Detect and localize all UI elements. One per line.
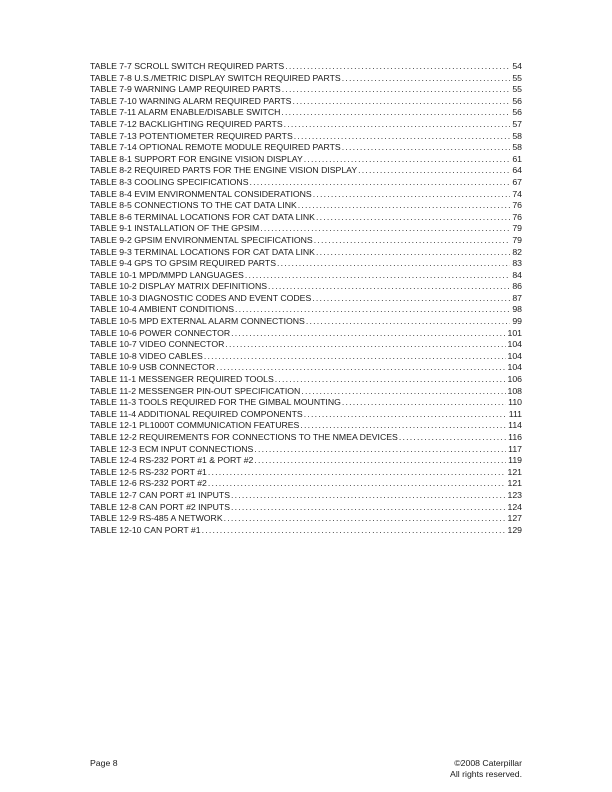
toc-entry-label: TABLE 11-4 ADDITIONAL REQUIRED COMPONENTS <box>90 408 303 419</box>
toc-entry[interactable] <box>90 131 522 143</box>
toc-entry-label: TABLE 12-9 RS-485 A NETWORK <box>90 513 223 524</box>
toc-entry-page: 54 <box>512 61 522 71</box>
toc-entry[interactable] <box>90 119 522 131</box>
toc-entry-label: TABLE 10-9 USB CONNECTOR <box>90 362 216 373</box>
toc-entry[interactable] <box>90 61 522 73</box>
toc-entry-page: 111 <box>508 408 522 419</box>
toc-entry[interactable] <box>90 328 522 340</box>
toc-entry-label: TABLE 12-4 RS-232 PORT #1 & PORT #2 <box>90 455 254 466</box>
dot-leader <box>224 513 506 525</box>
toc-entry-label: TABLE 7-12 BACKLIGHTING REQUIRED PARTS <box>90 118 283 129</box>
rights-line: All rights reserved. <box>450 769 522 779</box>
toc-entry-label: TABLE 9-2 GPSIM ENVIRONMENTAL SPECIFICATIONS <box>90 234 313 245</box>
toc-entry[interactable] <box>90 525 522 537</box>
toc-entry[interactable] <box>90 409 522 421</box>
toc-entry-label: TABLE 9-3 TERMINAL LOCATIONS FOR CAT DATA LINK <box>90 246 315 257</box>
dot-leader <box>342 397 506 409</box>
toc-entry-label: TABLE 12-8 CAN PORT #2 INPUTS <box>90 501 231 512</box>
toc-entry-label: TABLE 8-5 CONNECTIONS TO THE CAT DATA LINK <box>90 200 297 211</box>
toc-entry-page: 79 <box>512 234 522 245</box>
toc-entry-page: 56 <box>512 95 522 106</box>
toc-entry-label: TABLE 9-1 INSTALLATION OF THE GPSIM <box>90 223 260 234</box>
toc-entry-label: TABLE 8-3 COOLING SPECIFICATIONS <box>90 176 249 187</box>
dot-leader <box>342 142 511 154</box>
toc-entry[interactable] <box>90 386 522 398</box>
dot-leader <box>316 247 510 259</box>
toc-entry-label: TABLE 12-5 RS-232 PORT #1 <box>90 466 207 477</box>
toc-entry[interactable] <box>90 420 522 432</box>
dot-leader <box>312 293 510 305</box>
dot-leader <box>301 386 505 398</box>
toc-entry-label: TABLE 7-13 POTENTIOMETER REQUIRED PARTS <box>90 130 293 141</box>
toc-entry-page: 82 <box>512 246 522 257</box>
dot-leader <box>306 316 511 328</box>
toc-entry[interactable] <box>90 96 522 108</box>
toc-entry[interactable] <box>90 165 522 177</box>
dot-leader <box>254 455 506 467</box>
toc-entry-label: TABLE 12-10 CAN PORT #1 <box>90 524 201 535</box>
dot-leader <box>342 73 511 85</box>
dot-leader <box>300 420 506 432</box>
dot-leader <box>298 200 511 212</box>
copyright-line: ©2008 Caterpillar <box>454 758 522 768</box>
dot-leader <box>282 84 511 96</box>
toc-entry[interactable] <box>90 374 522 386</box>
toc-entry[interactable] <box>90 142 522 154</box>
dot-leader <box>260 223 510 235</box>
dot-leader <box>358 165 510 177</box>
toc-entry[interactable] <box>90 444 522 456</box>
toc-entry-page: 58 <box>512 142 522 153</box>
toc-entry[interactable] <box>90 362 522 374</box>
dot-leader <box>284 119 511 131</box>
toc-entry-page: 121 <box>507 466 522 477</box>
dot-leader <box>314 235 511 247</box>
dot-leader <box>245 270 510 282</box>
dot-leader <box>250 177 511 189</box>
toc-entry-page: 116 <box>508 432 522 442</box>
toc-entry-label: TABLE 12-3 ECM INPUT CONNECTIONS <box>90 443 254 454</box>
toc-entry-page: 121 <box>507 478 522 489</box>
toc-entry-page: 101 <box>507 327 522 338</box>
toc-entry-label: TABLE 8-4 EVIM ENVIRONMENTAL CONSIDERATIONS <box>90 188 312 199</box>
toc-entry-label: TABLE 8-6 TERMINAL LOCATIONS FOR CAT DATA LINK <box>90 211 315 222</box>
dot-leader <box>316 212 510 224</box>
dot-leader <box>294 131 511 143</box>
toc-entry-page: 123 <box>507 489 522 500</box>
toc-entry-page: 104 <box>507 339 522 350</box>
toc-entry[interactable] <box>90 304 522 316</box>
toc-entry[interactable] <box>90 467 522 479</box>
toc-entry-label: TABLE 11-3 TOOLS REQUIRED FOR THE GIMBAL MOUNTING <box>90 397 341 408</box>
toc-entry-page: 127 <box>507 513 522 524</box>
toc-entry-label: TABLE 10-3 DIAGNOSTIC CODES AND EVENT CODES <box>90 292 312 303</box>
page-number: Page 8 <box>90 758 118 768</box>
copyright-notice <box>450 758 522 780</box>
dot-leader <box>304 154 511 166</box>
toc-entry-page: 56 <box>512 107 522 118</box>
toc-entry[interactable] <box>90 351 522 363</box>
dot-leader <box>275 374 506 386</box>
toc-entry[interactable] <box>90 235 522 247</box>
dot-leader <box>231 328 505 340</box>
toc-entry-page: 117 <box>508 443 522 454</box>
toc-entry[interactable] <box>90 281 522 293</box>
toc-entry-page: 74 <box>512 188 522 199</box>
dot-leader <box>225 339 505 351</box>
toc-entry[interactable] <box>90 455 522 467</box>
toc-entry[interactable] <box>90 293 522 305</box>
dot-leader <box>285 61 510 73</box>
toc-entry-label: TABLE 10-8 VIDEO CABLES <box>90 350 203 361</box>
toc-entry-page: 104 <box>507 350 522 361</box>
toc-entry-page: 55 <box>512 84 522 95</box>
toc-entry[interactable] <box>90 247 522 259</box>
toc-entry[interactable] <box>90 200 522 212</box>
toc-entry-label: TABLE 10-6 POWER CONNECTOR <box>90 327 231 338</box>
toc-entry-page: 76 <box>512 211 522 222</box>
toc-entry[interactable] <box>90 223 522 235</box>
toc-entry-page: 84 <box>512 269 522 280</box>
toc-entry[interactable] <box>90 478 522 490</box>
toc-entry-page: 58 <box>512 130 522 141</box>
toc-entry-page: 67 <box>512 176 522 187</box>
toc-entry-label: TABLE 8-1 SUPPORT FOR ENGINE VISION DISPLAY <box>90 153 303 164</box>
dot-leader <box>204 351 506 363</box>
toc-entry[interactable] <box>90 212 522 224</box>
toc-entry[interactable] <box>90 84 522 96</box>
toc-entry[interactable] <box>90 502 522 514</box>
dot-leader <box>202 525 506 537</box>
toc-entry[interactable] <box>90 154 522 166</box>
toc-entry-label: TABLE 7-9 WARNING LAMP REQUIRED PARTS <box>90 84 281 95</box>
toc-entry-page: 57 <box>512 118 522 129</box>
toc-entry-page: 124 <box>507 501 522 512</box>
dot-leader <box>268 281 510 293</box>
dot-leader <box>231 502 505 514</box>
toc-entry[interactable] <box>90 490 522 502</box>
dot-leader <box>277 258 510 270</box>
toc-entry-page: 87 <box>512 292 522 303</box>
toc-entry-page: 104 <box>507 362 522 373</box>
toc-entry-label: TABLE 10-4 AMBIENT CONDITIONS <box>90 304 235 315</box>
toc-entry-label: TABLE 11-1 MESSENGER REQUIRED TOOLS <box>90 374 274 385</box>
toc-entry-page: 79 <box>512 223 522 234</box>
toc-entry[interactable] <box>90 73 522 85</box>
toc-entry-label: TABLE 12-7 CAN PORT #1 INPUTS <box>90 489 231 500</box>
toc-entry-page: 55 <box>512 72 522 83</box>
dot-leader <box>281 107 510 119</box>
dot-leader <box>254 444 506 456</box>
toc-entry-label: TABLE 12-1 PL1000T COMMUNICATION FEATURES <box>90 420 300 431</box>
toc-entry-page: 98 <box>512 304 522 315</box>
toc-entry-page: 119 <box>508 455 522 466</box>
toc-entry[interactable] <box>90 316 522 328</box>
dot-leader <box>231 490 505 502</box>
dot-leader <box>292 96 510 108</box>
dot-leader <box>304 409 507 421</box>
toc-entry-page: 83 <box>512 258 522 269</box>
toc-entry[interactable] <box>90 513 522 525</box>
table-of-contents <box>90 61 522 536</box>
toc-entry-label: TABLE 10-7 VIDEO CONNECTOR <box>90 339 225 350</box>
toc-entry-label: TABLE 7-10 WARNING ALARM REQUIRED PARTS <box>90 95 292 106</box>
toc-entry-label: TABLE 7-11 ALARM ENABLE/DISABLE SWITCH <box>90 107 281 118</box>
toc-entry-page: 129 <box>507 524 522 535</box>
toc-entry-label: TABLE 12-6 RS-232 PORT #2 <box>90 478 207 489</box>
toc-entry-label: TABLE 7-14 OPTIONAL REMOTE MODULE REQUIRED PARTS <box>90 142 341 153</box>
toc-entry-label: TABLE 12-2 REQUIREMENTS FOR CONNECTIONS TO THE NMEA DEVICES <box>90 432 398 442</box>
toc-entry[interactable] <box>90 107 522 119</box>
toc-entry-page: 64 <box>512 165 522 176</box>
toc-entry-page: 108 <box>507 385 522 396</box>
toc-entry-label: TABLE 10-2 DISPLAY MATRIX DEFINITIONS <box>90 281 268 292</box>
toc-entry-page: 114 <box>508 420 522 431</box>
dot-leader <box>399 432 506 444</box>
toc-entry-page: 110 <box>508 397 522 408</box>
toc-entry-label: TABLE 8-2 REQUIRED PARTS FOR THE ENGINE VISION DISPLAY <box>90 165 358 176</box>
toc-entry-page: 86 <box>512 281 522 292</box>
dot-leader <box>208 478 506 490</box>
dot-leader <box>208 467 506 479</box>
toc-entry[interactable] <box>90 189 522 201</box>
toc-entry-label: TABLE 10-1 MPD/MMPD LANGUAGES <box>90 269 244 280</box>
toc-entry[interactable] <box>90 177 522 189</box>
toc-entry-page: 76 <box>512 200 522 211</box>
toc-entry[interactable] <box>90 258 522 270</box>
toc-entry-label: TABLE 10-5 MPD EXTERNAL ALARM CONNECTIONS <box>90 316 305 327</box>
toc-entry-label: TABLE 7-7 SCROLL SWITCH REQUIRED PARTS <box>90 61 285 71</box>
dot-leader <box>235 304 510 316</box>
toc-entry[interactable] <box>90 397 522 409</box>
toc-entry[interactable] <box>90 270 522 282</box>
dot-leader <box>313 189 511 201</box>
toc-entry-label: TABLE 7-8 U.S./METRIC DISPLAY SWITCH REQUIRED PARTS <box>90 72 341 83</box>
toc-entry-label: TABLE 11-2 MESSENGER PIN-OUT SPECIFICATION <box>90 385 301 396</box>
toc-entry-page: 99 <box>512 316 522 327</box>
toc-entry[interactable] <box>90 432 522 444</box>
toc-entry[interactable] <box>90 339 522 351</box>
toc-entry-page: 61 <box>512 153 522 164</box>
toc-entry-label: TABLE 9-4 GPS TO GPSIM REQUIRED PARTS <box>90 258 277 269</box>
dot-leader <box>216 362 505 374</box>
toc-entry-page: 106 <box>507 374 522 385</box>
